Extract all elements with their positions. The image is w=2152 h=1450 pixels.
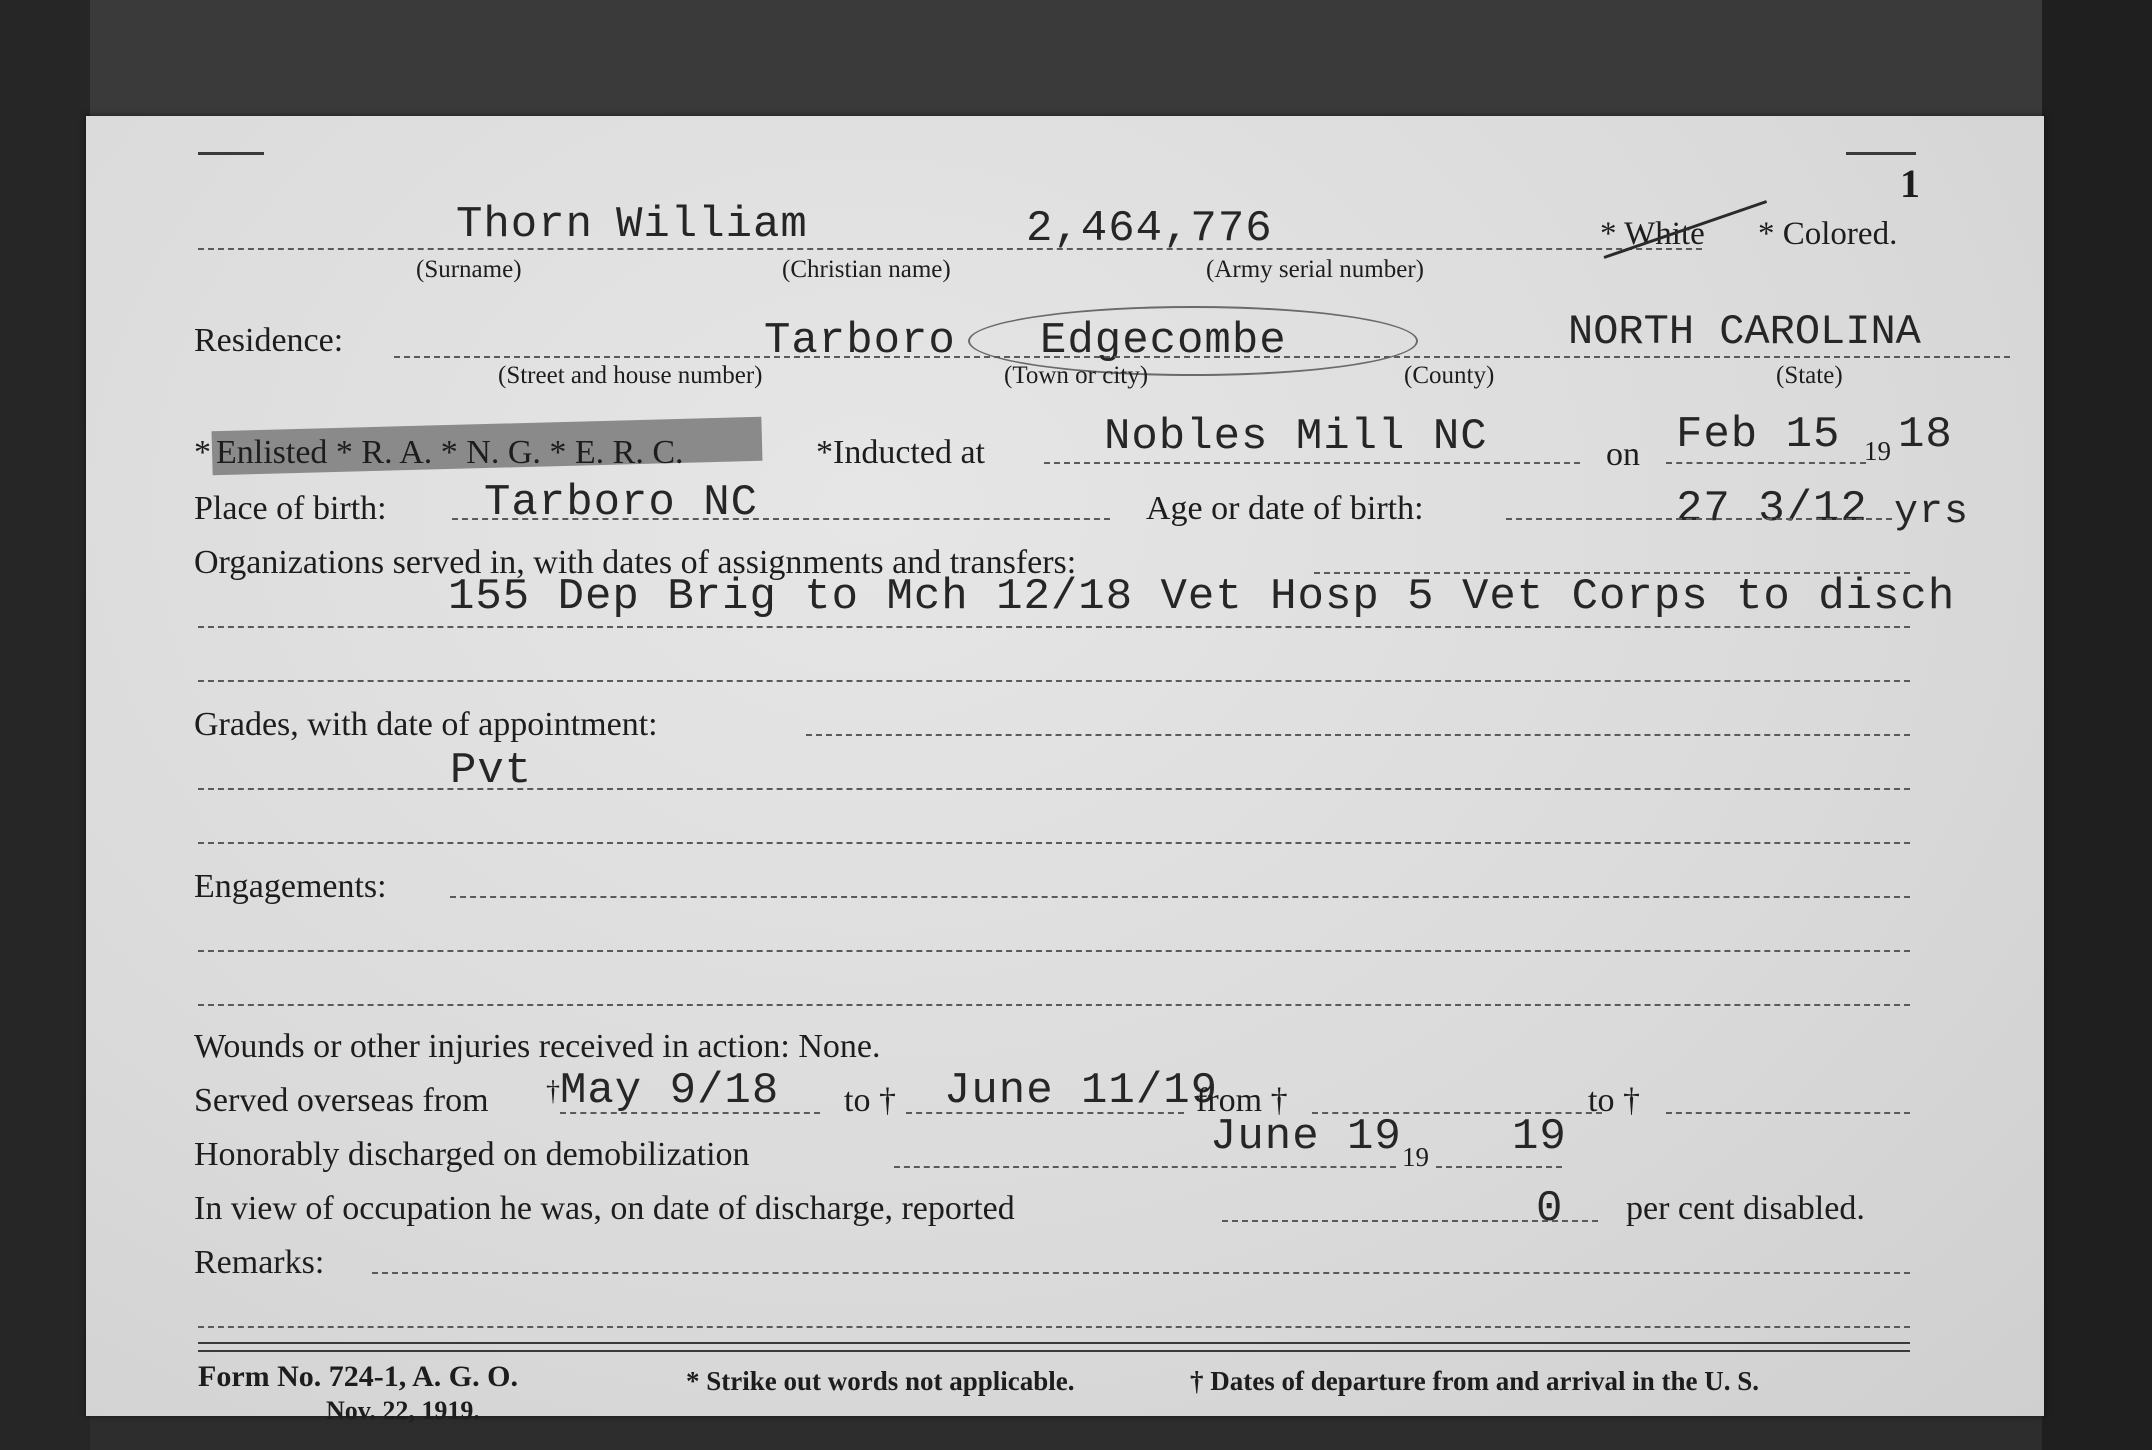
overseas-to-date: June 11/19 [944, 1066, 1219, 1116]
organizations-entry: 155 Dep Brig to Mch 12/18 Vet Hosp 5 Vet Corps to disch [448, 572, 1956, 622]
remarks-label: Remarks: [194, 1244, 325, 1281]
disability-value: 0 [1536, 1184, 1564, 1234]
inducted-on-label: on [1606, 436, 1640, 473]
overseas-from2-label: from † [1196, 1082, 1288, 1119]
place-of-birth-label: Place of birth: [194, 490, 387, 527]
age-value: 27 3/12 [1676, 484, 1868, 534]
residence-line [394, 356, 2010, 358]
county-caption: (County) [1404, 362, 1495, 389]
discharge-year-line [1436, 1166, 1562, 1168]
discharge-label: Honorably discharged on demobilization [194, 1136, 750, 1173]
service-record-card [86, 116, 2044, 1425]
organizations-line-3 [198, 680, 1910, 682]
corner-number: 1 [1900, 161, 1920, 206]
overseas-from-dagger: † [546, 1076, 560, 1107]
remarks-line-2 [198, 1326, 1910, 1328]
race-white-option: * White [1600, 216, 1705, 252]
engagements-line-3 [198, 1004, 1910, 1006]
corner-mark-left [198, 152, 264, 155]
overseas-to-label: to † [844, 1082, 896, 1119]
footer-rule-2 [198, 1350, 1910, 1352]
strike-out-note: * Strike out words not applicable. [686, 1366, 1075, 1396]
serial-number-value: 2,464,776 [1026, 204, 1273, 254]
grades-line-3 [198, 842, 1910, 844]
discharge-year-prefix: 19 [1402, 1142, 1429, 1172]
inducted-place-line [1044, 462, 1580, 464]
disability-label: In view of occupation he was, on date of discharge, reported [194, 1190, 1015, 1227]
age-label: Age or date of birth: [1146, 490, 1424, 527]
inducted-date-value: Feb 15 [1676, 410, 1841, 460]
surname-value: Thorn [456, 200, 594, 250]
footer-rule-1 [198, 1342, 1910, 1344]
enlisted-options: Enlisted * R. A. * N. G. * E. R. C. [216, 434, 684, 471]
christian-name-caption: (Christian name) [782, 256, 951, 283]
scan-background-left [0, 0, 90, 1450]
grades-entry: Pvt [450, 746, 533, 796]
grades-label: Grades, with date of appointment: [194, 706, 658, 743]
scan-background-top [0, 0, 2152, 118]
discharge-year-value: 19 [1512, 1112, 1567, 1162]
form-date: Nov. 22, 1919. [326, 1396, 480, 1425]
dagger-note: † Dates of departure from and arrival in the U. S. [1190, 1366, 1759, 1396]
grades-line-1 [806, 734, 1910, 736]
residence-label: Residence: [194, 322, 344, 359]
wounds-text: Wounds or other injuries received in action: None. [194, 1028, 881, 1065]
street-caption: (Street and house number) [498, 362, 763, 389]
engagements-label: Engagements: [194, 868, 387, 905]
christian-name-value: William [616, 200, 808, 250]
enlisted-asterisk: * [194, 434, 211, 471]
place-of-birth-value: Tarboro NC [484, 478, 759, 528]
race-colored-option: * Colored. [1758, 216, 1898, 252]
inducted-place-value: Nobles Mill NC [1104, 412, 1488, 462]
age-unit: yrs [1894, 490, 1970, 535]
overseas-from-date: May 9/18 [560, 1066, 780, 1116]
overseas-from-line [560, 1112, 820, 1114]
residence-town-value: Edgecombe [1040, 316, 1287, 366]
overseas-to2-line [1666, 1112, 1910, 1114]
serial-number-caption: (Army serial number) [1206, 256, 1424, 283]
organizations-line-2 [198, 626, 1910, 628]
age-line [1506, 518, 1892, 520]
remarks-line-1 [372, 1272, 1910, 1274]
surname-caption: (Surname) [416, 256, 522, 283]
discharge-date-line [894, 1166, 1396, 1168]
disability-suffix: per cent disabled. [1626, 1190, 1865, 1227]
overseas-to2-label: to † [1588, 1082, 1640, 1119]
overseas-to-line [906, 1112, 1184, 1114]
inducted-year-prefix: 19 [1864, 436, 1891, 466]
town-caption: (Town or city) [1004, 362, 1149, 389]
overseas-label: Served overseas from [194, 1082, 489, 1119]
engagements-line-2 [198, 950, 1910, 952]
organizations-label: Organizations served in, with dates of assignments and transfers: [194, 544, 1077, 581]
inducted-year-value: 18 [1898, 410, 1953, 460]
inducted-at-label: *Inducted at [816, 434, 985, 471]
place-of-birth-line [452, 518, 1110, 520]
corner-mark-right [1846, 152, 1916, 155]
form-number: Form No. 724-1, A. G. O. [198, 1360, 518, 1393]
residence-state-value: NORTH CAROLINA [1568, 308, 1921, 356]
inducted-date-line [1666, 462, 1866, 464]
grades-line-2 [198, 788, 1910, 790]
discharge-date-value: June 19 [1210, 1112, 1402, 1162]
state-caption: (State) [1776, 362, 1843, 389]
scan-background-right [2042, 0, 2152, 1450]
residence-street-value: Tarboro [764, 316, 956, 366]
engagements-line-1 [450, 896, 1910, 898]
name-line [198, 248, 1702, 250]
